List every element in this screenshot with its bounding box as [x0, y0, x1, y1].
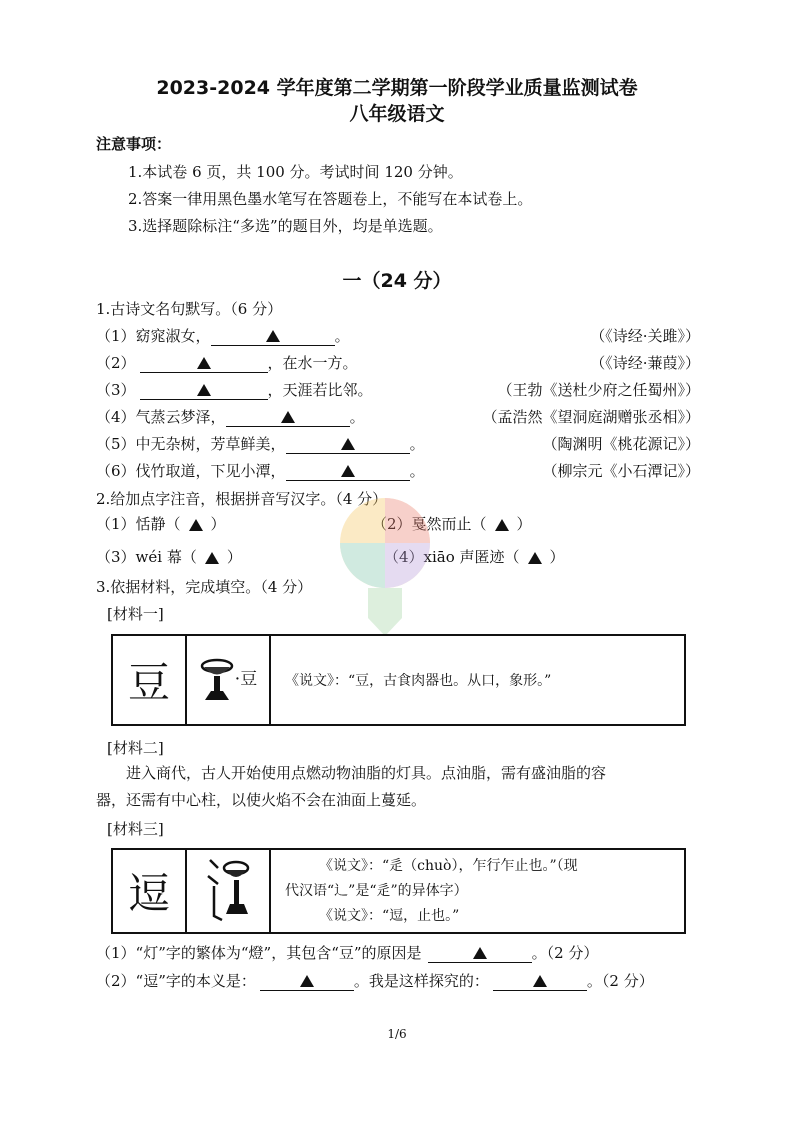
triangle-icon [266, 330, 280, 342]
sub1-before: （1）“灯”字的繁体为“燈”，其包含“豆”的原因是 [96, 944, 422, 962]
triangle-icon [281, 411, 295, 423]
material3-quote [270, 849, 685, 933]
exam-subtitle: 八年级语文 [349, 103, 445, 125]
q2-item-text: （2）戛然而止（ [372, 515, 487, 533]
line-before: 窈窕淑女， [135, 327, 211, 345]
line-after: 。 [334, 327, 350, 345]
line-before: 伐竹取道，下见小潭， [135, 462, 286, 480]
q1-line [96, 379, 373, 400]
material1-table [111, 634, 686, 726]
material3-label: [材料三] [107, 820, 164, 838]
q3-stem: 3.依据材料，完成填空。（4 分） [96, 578, 313, 596]
triangle-icon [341, 438, 355, 450]
q2-item [96, 546, 242, 567]
triangle-icon [341, 465, 355, 477]
line-after: 。 [409, 462, 425, 480]
q2-item-text: （4）xiāo 声匿迹（ [384, 548, 520, 566]
q3-sub2 [96, 970, 654, 991]
q1-line [96, 460, 425, 481]
bronze-vessel-icon [199, 658, 235, 702]
q1-source: （柳宗元《小石潭记》） [542, 462, 700, 480]
q1-stem: 1.古诗文名句默写。（6 分） [96, 300, 283, 318]
section-title: 一（24 分） [342, 270, 452, 292]
triangle-icon[interactable] [495, 519, 509, 531]
material3-picture [186, 849, 270, 933]
q2-item-close: ） [516, 515, 532, 533]
answer-blank[interactable] [260, 973, 354, 991]
material3-quote-line: 《说文》：“辵（chuò），乍行乍止也。”（现 [319, 857, 578, 874]
line-number: （4） [96, 408, 136, 426]
page-number: 1/6 [387, 1027, 407, 1041]
line-number: （6） [96, 462, 136, 480]
q2-item-text: （1）恬静（ [96, 515, 181, 533]
line-number: （5） [96, 435, 136, 453]
q1-line [96, 352, 358, 373]
line-number: （3） [96, 381, 136, 399]
q2-stem: 2.给加点字注音，根据拼音写汉字。（4 分） [96, 490, 388, 508]
answer-blank[interactable] [286, 436, 410, 454]
answer-blank[interactable] [211, 328, 335, 346]
triangle-icon [197, 357, 211, 369]
q1-source: （《诗经·关雎》） [590, 327, 700, 345]
q2-item-close: ） [549, 548, 565, 566]
sub2-before: （2）“逗”字的本义是： [96, 972, 256, 990]
triangle-icon [473, 947, 487, 959]
material3-quote-line: 《说文》：“逗，止也。” [319, 907, 460, 924]
material1-char: 豆 [112, 635, 186, 725]
line-after: 。 [349, 408, 365, 426]
line-after: 。 [409, 435, 425, 453]
line-after: ，天涯若比邻。 [267, 381, 373, 399]
line-after: ，在水一方。 [267, 354, 358, 372]
material3-char: 逗 [112, 849, 186, 933]
triangle-icon[interactable] [528, 552, 542, 564]
sub1-after: 。（2 分） [531, 944, 599, 962]
exam-title: 2023-2024 学年度第二学期第一阶段学业质量监测试卷 [156, 77, 638, 99]
q2-item-close: ） [226, 548, 242, 566]
q1-line [96, 325, 350, 346]
notice-item: 2.答案一律用黑色墨水笔写在答题卷上，不能写在本试卷上。 [128, 190, 533, 208]
answer-blank[interactable] [493, 973, 587, 991]
material1-pic-caption: ·豆 [234, 669, 258, 690]
line-number: （1） [96, 327, 136, 345]
line-number: （2） [96, 354, 136, 372]
material3-table [111, 848, 686, 934]
q1-source: （陶渊明《桃花源记》） [542, 435, 700, 453]
answer-blank[interactable] [286, 463, 410, 481]
material1-picture [186, 635, 270, 725]
line-before: 中无杂树，芳草鲜美， [135, 435, 286, 453]
ancient-character-icon [204, 854, 252, 924]
answer-blank[interactable] [428, 945, 532, 963]
material2-text: 进入商代，古人开始使用点燃动物油脂的灯具。点油脂，需有盛油脂的容 [126, 764, 607, 782]
q2-item [96, 513, 226, 534]
sub2-middle: 。我是这样探究的： [353, 972, 489, 990]
q1-source: （孟浩然《望洞庭湖赠张丞相》） [482, 408, 700, 426]
material2-text: 器，还需有中心柱，以使火焰不会在油面上蔓延。 [96, 791, 427, 809]
answer-blank[interactable] [140, 355, 268, 373]
material2-label: [材料二] [107, 739, 164, 757]
q1-line [96, 433, 425, 454]
q1-source: （《诗经·蒹葭》） [590, 354, 700, 372]
triangle-icon[interactable] [205, 552, 219, 564]
material1-label: [材料一] [107, 605, 164, 623]
material1-quote: 《说文》：“豆，古食肉器也。从口，象形。” [270, 635, 685, 725]
q1-line [96, 406, 365, 427]
answer-blank[interactable] [140, 382, 268, 400]
answer-blank[interactable] [226, 409, 350, 427]
material3-quote-line: 代汉语“辶”是“辵”的异体字） [285, 882, 468, 899]
triangle-icon [197, 384, 211, 396]
q2-item-close: ） [210, 515, 226, 533]
triangle-icon[interactable] [189, 519, 203, 531]
q2-item-text: （3）wéi 幕（ [96, 548, 197, 566]
lightbulb-watermark-icon [330, 488, 440, 638]
notice-item: 3.选择题除标注“多选”的题目外，均是单选题。 [128, 217, 443, 235]
triangle-icon [533, 975, 547, 987]
notice-item: 1.本试卷 6 页，共 100 分。考试时间 120 分钟。 [128, 163, 463, 181]
line-before: 气蒸云梦泽， [135, 408, 226, 426]
notice-heading: 注意事项： [96, 135, 172, 153]
triangle-icon [300, 975, 314, 987]
sub2-after: 。（2 分） [586, 972, 654, 990]
q1-source: （王勃《送杜少府之任蜀州》） [497, 381, 700, 399]
q3-sub1 [96, 942, 598, 963]
